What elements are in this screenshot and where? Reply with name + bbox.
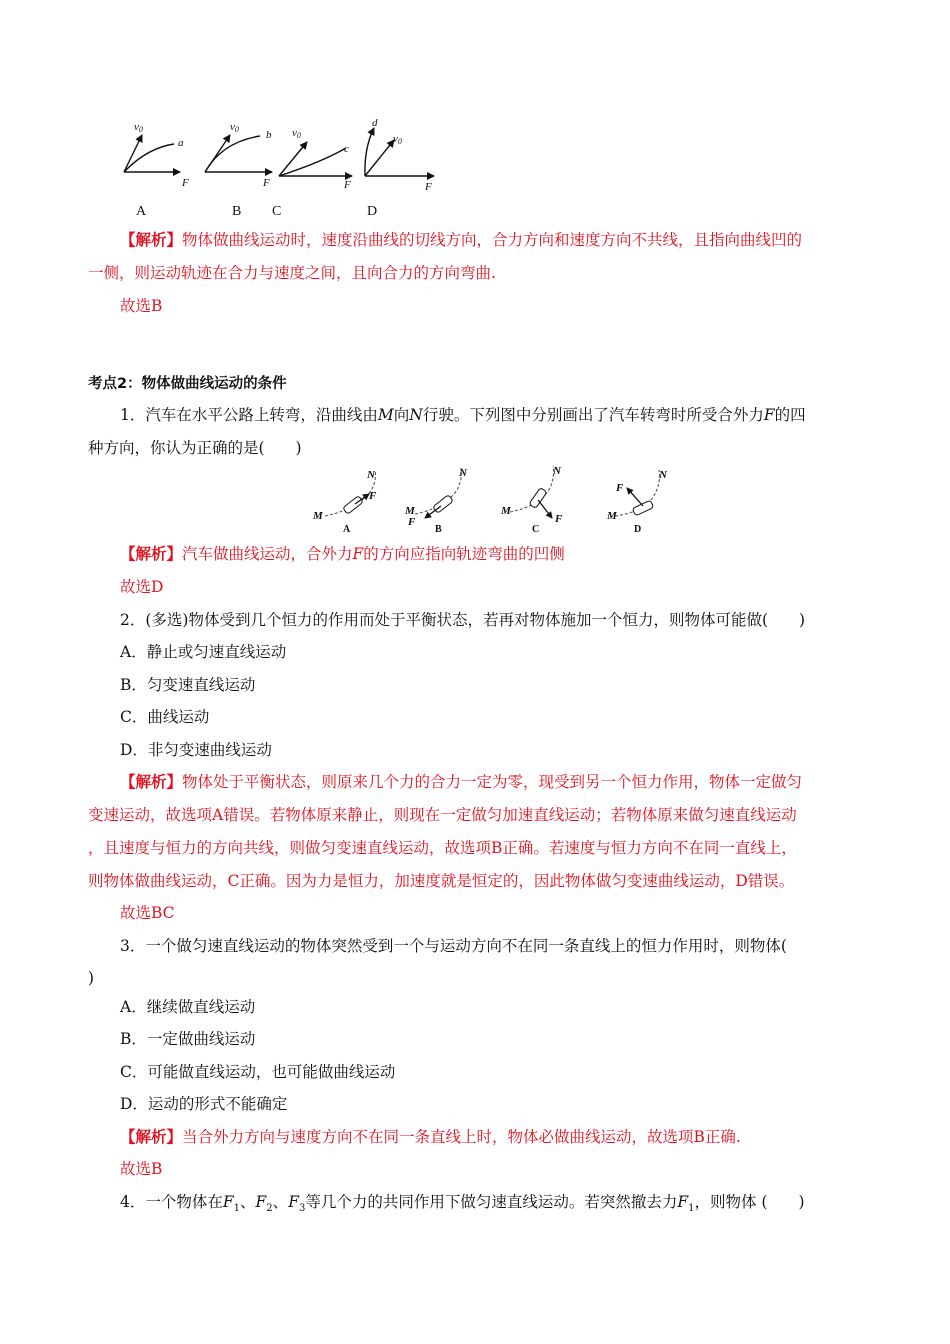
- section-heading: 考点2：物体做曲线运动的条件: [88, 376, 287, 392]
- v0-label-c: v0: [292, 127, 301, 140]
- car-option-d: D: [634, 524, 642, 535]
- analysis-q1: 【解析】汽车做曲线运动，合外力F的方向应指向轨迹弯曲的凹侧: [120, 544, 565, 563]
- question-3-line2: ): [88, 969, 95, 987]
- curve-label-b: b: [266, 129, 272, 141]
- option-label-c: C: [272, 204, 282, 219]
- q3-option-d: D．运动的形式不能确定: [120, 1095, 288, 1113]
- car-option-b: B: [435, 524, 442, 535]
- v0-label-a: v0: [134, 121, 143, 134]
- analysis-tag: 【解析】: [120, 230, 183, 249]
- q3-option-b: B．一定做曲线运动: [120, 1030, 256, 1048]
- velocity-arrow-a: [124, 135, 142, 172]
- q2-option-c: C．曲线运动: [120, 708, 210, 726]
- label-m-c: M: [501, 505, 511, 517]
- curve-direction-figure: [112, 118, 442, 220]
- option-label-a: A: [136, 204, 147, 219]
- label-n-c: N: [553, 465, 561, 477]
- label-f-d: F: [616, 482, 624, 494]
- trajectory-c: [279, 148, 346, 176]
- car-option-c: C: [532, 524, 540, 535]
- label-f-c: F: [555, 513, 563, 525]
- curve-label-c: c: [344, 143, 349, 155]
- force-label-a: F: [182, 177, 189, 189]
- force-car-c: [538, 500, 552, 518]
- force-label-c: F: [344, 179, 351, 191]
- question-2-stem: 2．(多选)物体受到几个恒力的作用而处于平衡状态，若再对物体施加一个恒力，则物体可能做( ): [120, 611, 806, 629]
- force-car-d: [627, 488, 643, 506]
- answer-q2: 故选BC: [120, 904, 175, 922]
- question-4: 4．一个物体在$F_1$、$F_2$、$F_3$等几个力的共同作用下做匀速直线运动。若突然撤去力$F_1$，则物体 ( ): [120, 1193, 805, 1215]
- label-f-b: F: [408, 516, 416, 528]
- label-n-d: N: [659, 469, 667, 481]
- answer-1: 故选B: [120, 297, 163, 315]
- option-label-d: D: [367, 204, 378, 219]
- answer-q1: 故选D: [120, 578, 164, 596]
- label-n-a: N: [367, 469, 375, 481]
- v0-label-d: v0: [393, 133, 402, 146]
- analysis-q2-line3: ，且速度与恒力的方向共线，则做匀变速直线运动，故选项B正确。若速度与恒力方向不在同一直线上，: [88, 839, 797, 857]
- force-label-b: F: [263, 177, 270, 189]
- option-label-b: B: [232, 204, 242, 219]
- force-label-d: F: [425, 181, 432, 193]
- v0-label-b: v0: [230, 121, 239, 134]
- car-d: [632, 500, 654, 516]
- analysis-1: 【解析】物体做曲线运动时，速度沿曲线的切线方向，合力方向和速度方向不共线，且指向曲线凹的: [120, 230, 803, 249]
- q3-option-a: A．继续做直线运动: [120, 998, 256, 1016]
- car-c: [529, 488, 547, 509]
- q2-option-d: D．非匀变速曲线运动: [120, 741, 272, 759]
- question-1-line1: 1．汽车在水平公路上转弯，沿曲线由M向N行驶。下列图中分别画出了汽车转弯时所受合外力F的四: [120, 406, 806, 424]
- trajectory-b: [205, 136, 260, 172]
- curve-label-d: d: [372, 118, 378, 129]
- analysis-q2-line2: 变速运动，故选项A错误。若物体原来静止，则现在一定做匀加速直线运动；若物体原来做匀速直线运动: [88, 806, 797, 824]
- label-f-a: F: [369, 490, 377, 502]
- velocity-arrow-d: [365, 140, 394, 176]
- label-m-b: M: [405, 505, 415, 517]
- trajectory-d: [365, 128, 374, 176]
- answer-q3: 故选B: [120, 1160, 163, 1178]
- analysis-q2-line1: 【解析】物体处于平衡状态，则原来几个力的合力一定为零，现受到另一个恒力作用，物体一定做匀: [120, 772, 803, 791]
- q3-option-c: C．可能做直线运动，也可能做曲线运动: [120, 1063, 396, 1081]
- curve-label-a: a: [178, 137, 184, 149]
- q2-option-a: A．静止或匀速直线运动: [120, 643, 287, 661]
- label-n-b: N: [459, 467, 467, 479]
- car-option-a: A: [343, 524, 351, 535]
- analysis-q2-line4: 则物体做曲线运动，C正确。因为力是恒力，加速度就是恒定的，因此物体做匀变速曲线运动，D错误。: [88, 872, 795, 890]
- label-m-a: M: [313, 510, 323, 522]
- q2-option-b: B．匀变速直线运动: [120, 676, 256, 694]
- question-3-line1: 3．一个做匀速直线运动的物体突然受到一个与运动方向不在同一条直线上的恒力作用时，则物体(: [120, 937, 787, 955]
- analysis-q3: 【解析】当合外力方向与速度方向不在同一条直线上时，物体必做曲线运动，故选项B正确.: [120, 1127, 741, 1146]
- analysis-1-line2: 一侧，则运动轨迹在合力与速度之间，且向合力的方向弯曲.: [88, 264, 496, 282]
- car-turn-figure: [305, 464, 685, 538]
- question-1-line2: 种方向，你认为正确的是( ): [88, 439, 302, 457]
- label-m-d: M: [607, 510, 617, 522]
- car-a: [343, 496, 364, 515]
